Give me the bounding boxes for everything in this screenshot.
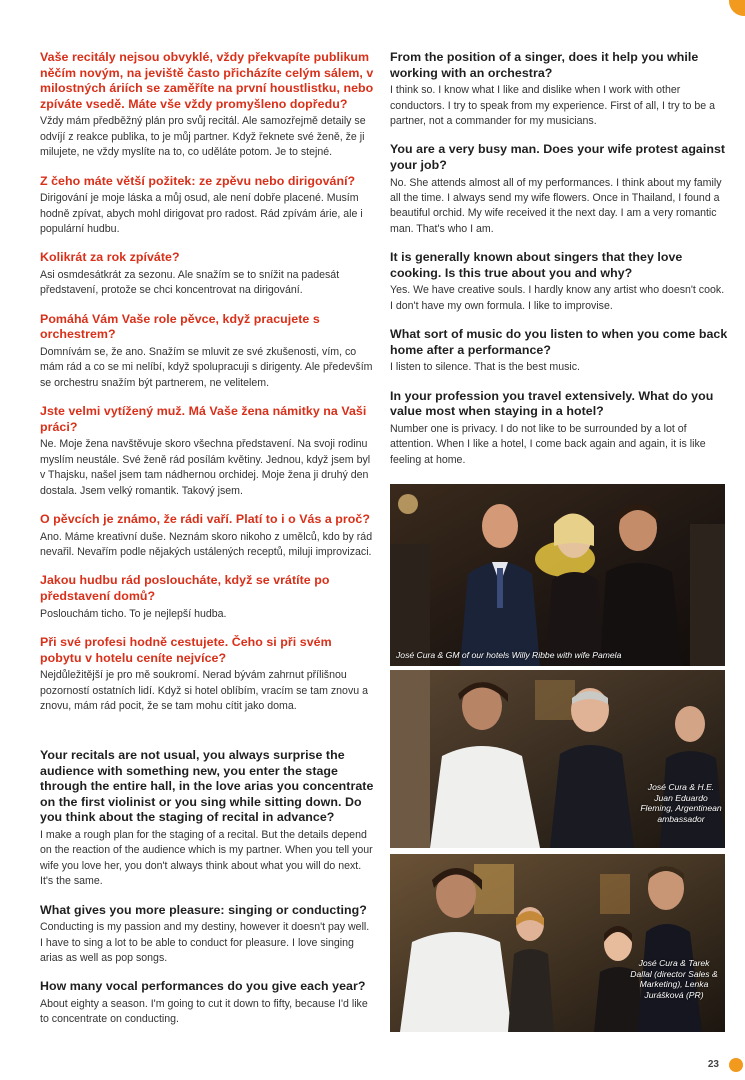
question: Při své profesi hodně cestujete. Čeho si při svém pobytu v hotelu ceníte nejvíce? bbox=[40, 635, 332, 665]
english-interview-column-left bbox=[40, 748, 375, 1041]
corner-decoration bbox=[729, 0, 745, 16]
photo-cura-with-ambassador bbox=[390, 670, 725, 848]
page-dot-decoration bbox=[729, 1058, 743, 1072]
photo-cura-with-staff bbox=[390, 854, 725, 1032]
answer: About eighty a season. I'm going to cut it down to fifty, because I'd like to concentrate on conducting. bbox=[40, 998, 368, 1026]
english-interview-column-right bbox=[390, 50, 728, 481]
answer: Conducting is my passion and my destiny, however it doesn't pay well. I have to sing a lot to be able to conduct for pleasure. I love singing arias as well as pop songs. bbox=[40, 921, 370, 964]
qa-block bbox=[40, 404, 375, 499]
answer: Poslouchám ticho. To je nejlepší hudba. bbox=[40, 607, 227, 620]
qa-block bbox=[40, 903, 375, 967]
qa-block bbox=[40, 174, 375, 238]
answer: Domnívám se, že ano. Snažím se mluvit ze své zkušenosti, vím, co mám rád a co se mi nelíbí, když spolupracuji s dirigenty. Ale především se orchestru snažím být partnerem, ne velitelem. bbox=[40, 346, 373, 389]
answer: No. She attends almost all of my performances. I think about my family all the time. I always send my wife flowers. Once in Thailand, I found a beautiful orchid. My wife received it the next day. I am a very romantic man. That's who I am. bbox=[390, 176, 722, 235]
answer: I listen to silence. That is the best music. bbox=[390, 361, 580, 374]
question: Vaše recitály nejsou obvyklé, vždy překvapíte publikum něčím novým, na jeviště často přicházíte celým sálem, v milostných áriích se zaměříte na první houstlistku, nebo zpíváte vsedě. Máte vše vždy promyšleno dopředu? bbox=[40, 50, 374, 111]
qa-block bbox=[40, 635, 375, 714]
qa-block bbox=[40, 250, 375, 298]
answer: Ne. Moje žena navštěvuje skoro všechna představení. Na svoji rodinu myslím neustále. Své ženě rád posílám květiny. Jednou, když jsem byl v Thajsku, našel jsem tam nádhernou orchidej. Moje žena ji druhý den dostala. Jsem velký romantik. Takový jsem. bbox=[40, 438, 371, 497]
qa-block bbox=[390, 142, 728, 237]
qa-block bbox=[40, 50, 375, 161]
photo-caption: José Cura & Tarek Dallal (director Sales & Marketing), Lenka Jurášková (PR) bbox=[630, 958, 718, 1000]
question: Kolikrát za rok zpíváte? bbox=[40, 250, 180, 265]
question: It is generally known about singers that they love cooking. Is this true about you and why? bbox=[390, 250, 683, 280]
qa-block bbox=[390, 389, 728, 468]
qa-block bbox=[390, 50, 728, 129]
question: Pomáhá Vám Vaše role pěvce, když pracujete s orchestrem? bbox=[40, 311, 320, 342]
qa-block bbox=[390, 327, 728, 376]
question: Jakou hudbu rád posloucháte, když se vrátíte po představení domů? bbox=[40, 573, 330, 604]
qa-block bbox=[40, 573, 375, 622]
question: Jste velmi vytížený muž. Má Vaše žena námitky na Vaši práci? bbox=[40, 404, 367, 434]
answer: I make a rough plan for the staging of a recital. But the details depend on the reaction of the audience which is my partner. When you tell your wife you love her, you don't always think about what you will do next. It's the same. bbox=[40, 828, 373, 888]
question: O pěvcích je známo, že rádi vaří. Platí to i o Vás a proč? bbox=[40, 512, 370, 527]
photo-caption: José Cura & GM of our hotels Willy Ribbe with wife Pamela bbox=[396, 650, 622, 660]
qa-block bbox=[40, 979, 375, 1027]
answer: Nejdůležitější je pro mě soukromí. Nerad bývám zahrnut přílišnou pozorností ostatních lidí. Když si hotel oblíbím, vracím se tam znovu a znovu, mám rád pocit, že se tam mohu cítit jako doma. bbox=[40, 669, 368, 713]
answer: Yes. We have creative souls. I hardly know any artist who doesn't cook. I don't have my own formula. I like to improvise. bbox=[390, 284, 725, 312]
qa-block bbox=[390, 250, 728, 314]
answer: Number one is privacy. I do not like to be surrounded by a lot of attention. When I like a hotel, I come back again and again, it is like feeling at home. bbox=[390, 423, 706, 466]
question: Z čeho máte větší požitek: ze zpěvu nebo dirigování? bbox=[40, 173, 356, 188]
qa-block bbox=[40, 748, 375, 890]
question: You are a very busy man. Does your wife protest against your job? bbox=[390, 142, 726, 172]
photo-cura-with-gm bbox=[390, 484, 725, 666]
answer: Vždy mám předběžný plán pro svůj recitál. Ale samozřejmě detaily se odvíjí z reakce publika, to je můj partner. Když řeknete své ženě, že ji milujete, ne vždy myslíte na to, co uděláte potom. Je to stejné. bbox=[40, 115, 366, 159]
answer: Ano. Máme kreativní duše. Neznám skoro nikoho z umělců, kdo by rád nevařil. Nevařím podle nějakých ustálených receptů, miluji improvizaci. bbox=[40, 530, 373, 559]
question: From the position of a singer, does it help you while working with an orchestra? bbox=[390, 50, 699, 80]
answer: Asi osmdesátkrát za sezonu. Ale snažím se to snížit na padesát představení, protože se chci koncentrovat na dirigování. bbox=[40, 269, 340, 297]
qa-block bbox=[40, 312, 375, 391]
question: What sort of music do you listen to when you come back home after a performance? bbox=[390, 327, 728, 357]
photo-caption: José Cura & H.E. Juan Eduardo Fleming, Argentinean ambassador bbox=[640, 782, 722, 824]
answer: Dirigování je moje láska a můj osud, ale není dobře placené. Musím hodně zpívat, abych mohl dirigovat pro radost. Rád zpívám árie, ale i populární hudbu. bbox=[40, 192, 363, 235]
czech-interview-column bbox=[40, 50, 375, 727]
answer: I think so. I know what I like and dislike when I work with other conductors. I try to speak from my experience. First of all, I try to be a partner, not a commander for my musicians. bbox=[390, 84, 715, 127]
question: How many vocal performances do you give each year? bbox=[40, 979, 366, 994]
question: Your recitals are not usual, you always surprise the audience with something new, you enter the stage through the entire hall, in the love arias you concentrate on the first violinist or you sing while sitting down. Do you think about the staging of recital in advance? bbox=[40, 748, 374, 825]
question: In your profession you travel extensively. What do you value most when staying in a hotel? bbox=[390, 388, 714, 419]
qa-block bbox=[40, 512, 375, 560]
page-number: 23 bbox=[707, 1059, 719, 1070]
question: What gives you more pleasure: singing or conducting? bbox=[40, 902, 367, 917]
